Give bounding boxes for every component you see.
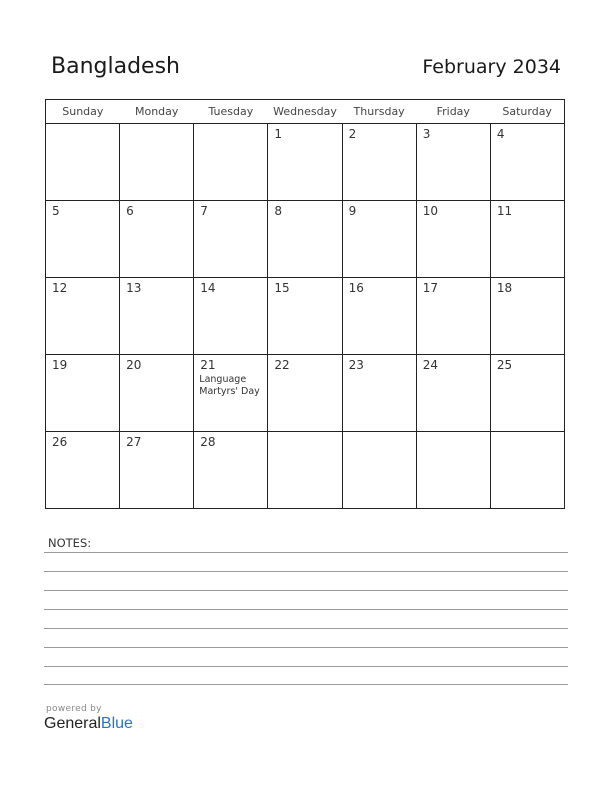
day-number: 16 [348,281,364,295]
week-row [46,355,565,432]
brand-name-general: General [44,715,101,732]
month-title: February 2034 [422,56,561,78]
day-cell [268,124,342,201]
day-cell [490,355,564,432]
day-number: 14 [200,281,216,295]
day-number: 20 [126,358,142,372]
week-row [46,124,565,201]
day-cell [194,124,268,201]
day-number: 8 [274,204,283,218]
day-number: 15 [274,281,290,295]
day-cell [46,432,120,509]
note-line [44,628,568,629]
note-line [44,609,568,610]
weekday-header: Sunday [46,100,120,124]
day-number: 19 [52,358,68,372]
weekday-header: Wednesday [268,100,342,124]
week-row [46,432,565,509]
weekday-header: Tuesday [194,100,268,124]
day-number: 28 [200,435,216,449]
day-cell [194,278,268,355]
day-number: 27 [126,435,142,449]
day-number: 9 [348,204,357,218]
day-number: 7 [200,204,208,218]
weekday-header: Monday [120,100,194,124]
day-number: 5 [52,204,60,218]
day-number: 2 [348,127,357,141]
calendar-grid [45,99,565,509]
weekday-header: Thursday [342,100,416,124]
day-cell [268,201,342,278]
day-cell [268,355,342,432]
day-cell [268,432,342,509]
day-cell [490,278,564,355]
day-cell [46,201,120,278]
note-line [44,647,568,648]
day-cell [120,201,194,278]
notes-title: NOTES: [48,536,92,550]
powered-by-text: powered by [46,704,102,714]
day-cell [268,278,342,355]
day-cell [46,124,120,201]
country-title: Bangladesh [51,54,180,79]
day-cell [416,124,490,201]
day-cell [120,124,194,201]
day-cell [416,201,490,278]
day-cell [194,201,268,278]
notes-section [44,536,568,550]
day-number: 21 [200,358,216,372]
weekday-header: Friday [416,100,490,124]
day-cell [342,278,416,355]
day-cell [342,432,416,509]
brand-name-blue: Blue [100,715,133,732]
day-number: 26 [52,435,68,449]
day-number: 22 [274,358,290,372]
day-number: 6 [126,204,134,218]
day-cell [46,278,120,355]
calendar-header [51,54,561,84]
day-cell [490,432,564,509]
note-line [44,684,568,685]
day-number: 23 [348,358,364,372]
day-number: 17 [422,281,438,295]
brand-footer [44,704,133,733]
day-number: 24 [422,358,438,372]
day-cell [46,355,120,432]
weekday-header: Saturday [490,100,564,124]
note-line [44,552,568,553]
note-line [44,590,568,591]
day-number: 25 [496,358,513,372]
day-number: 18 [496,281,513,295]
brand-logo [44,715,133,733]
day-cell [120,355,194,432]
day-cell [490,201,564,278]
day-number: 13 [126,281,142,295]
day-number: 12 [52,281,68,295]
holiday-label: Language Martyrs' Day [199,374,260,397]
day-cell [342,355,416,432]
day-cell [194,355,268,432]
day-cell [194,432,268,509]
day-number: 3 [422,127,431,141]
day-number: 11 [496,204,513,218]
day-cell [416,432,490,509]
week-row [46,278,565,355]
day-number: 1 [274,127,283,141]
day-cell [120,432,194,509]
week-row [46,201,565,278]
day-number: 10 [422,204,438,218]
day-cell [416,278,490,355]
day-cell [342,201,416,278]
day-cell [416,355,490,432]
day-cell [490,124,564,201]
day-cell [120,278,194,355]
day-cell [342,124,416,201]
note-line [44,571,568,572]
day-number: 4 [496,127,505,141]
weekday-row [46,100,565,124]
note-line [44,666,568,667]
